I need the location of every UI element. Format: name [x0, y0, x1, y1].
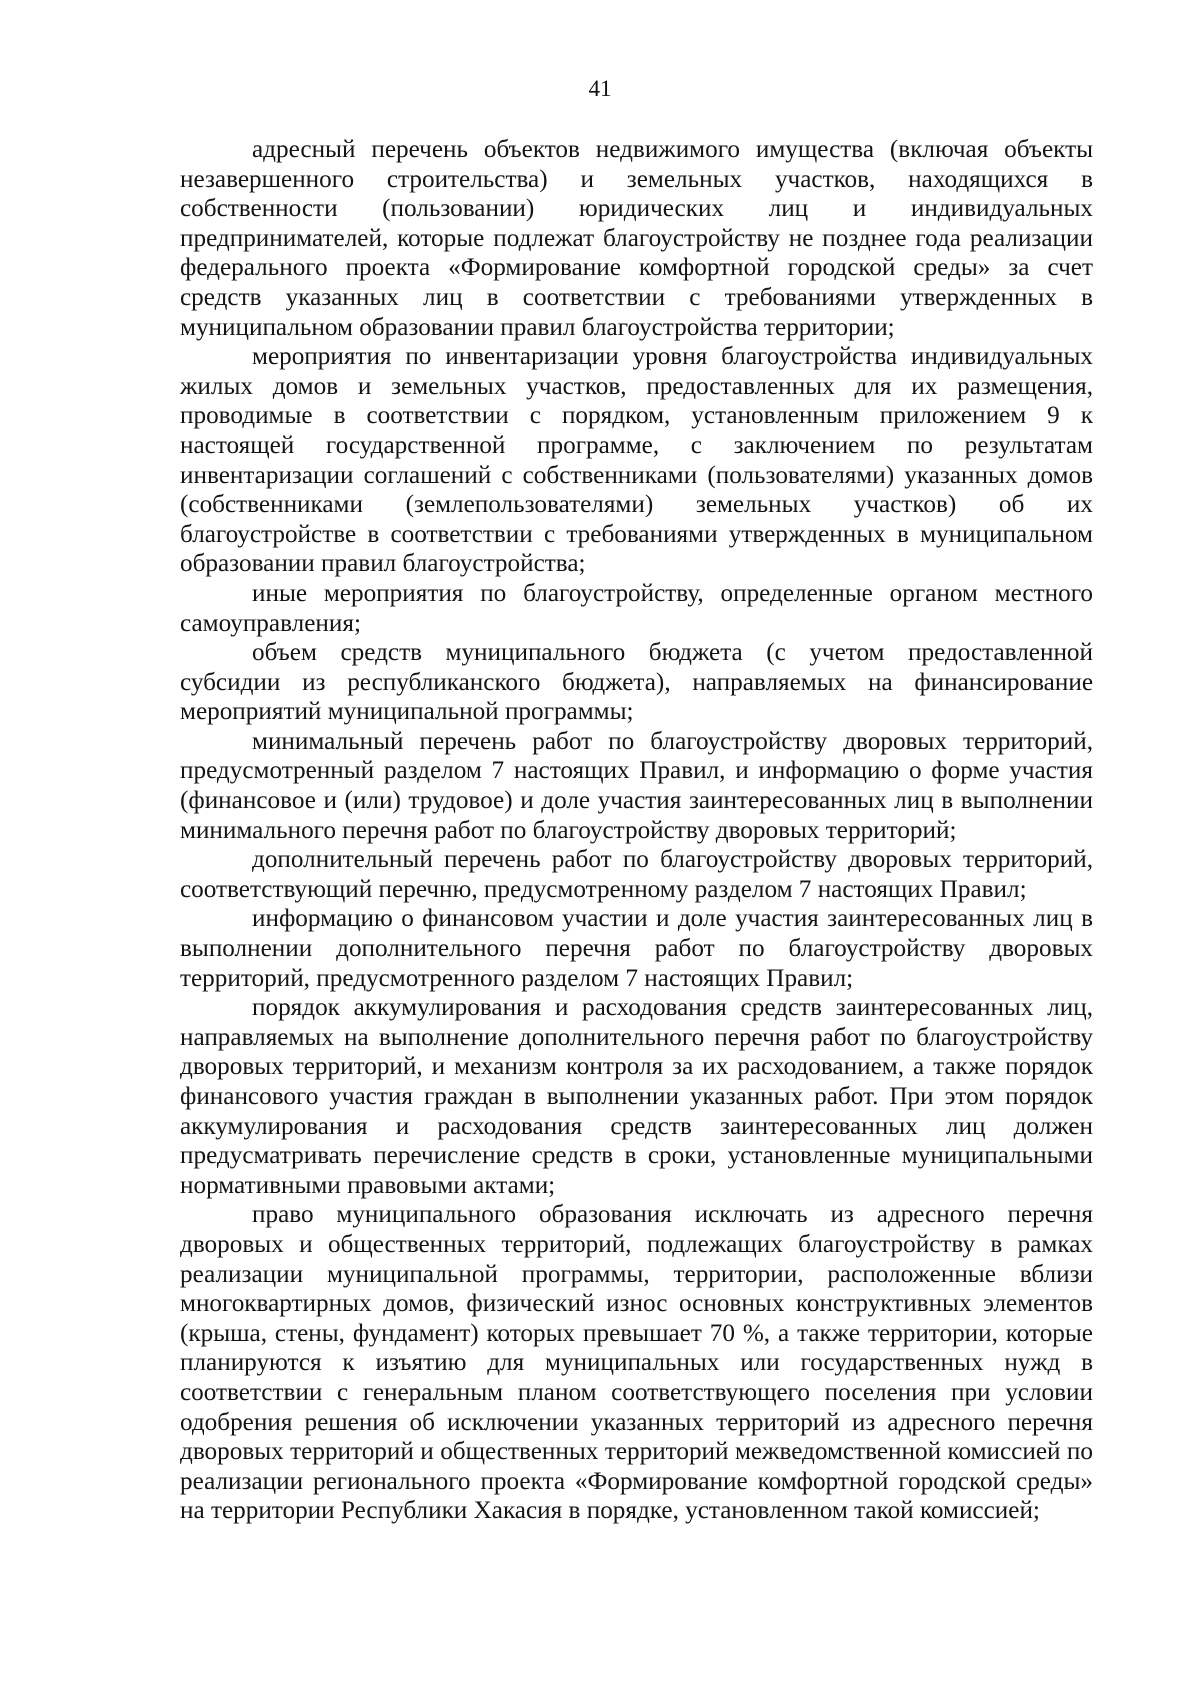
page-number: 41 [588, 76, 612, 101]
paragraph-other-measures: иные мероприятия по благоустройству, определенные органом местного самоуправления; [180, 579, 1093, 637]
paragraph-accumulation-order: порядок аккумулирования и расходования средств заинтересованных лиц, направляемых на выполнение дополнительного перечня работ по благоустройству дворовых территорий, и механизм контроля за их расходованием, а также порядок финансового участия граждан в выполнении указанных работ. При этом порядок аккумулирования и расходования средств заинтересованных лиц должен предусматривать перечисление средств в сроки, установленные муниципальными нормативными правовыми актами; [180, 994, 1093, 1199]
body-text [180, 135, 1093, 1526]
paragraph-financial-participation: информацию о финансовом участии и доле участия заинтересованных лиц в выполнении дополнительного перечня работ по благоустройству дворовых территорий, предусмотренного разделом 7 настоящих Правил; [180, 905, 1093, 992]
paragraph-budget-volume: объем средств муниципального бюджета (с учетом предоставленной субсидии из республиканского бюджета), направляемых на финансирование мероприятий муниципальной программы; [180, 639, 1093, 726]
paragraph-additional-works: дополнительный перечень работ по благоустройству дворовых территорий, соответствующий перечню, предусмотренному разделом 7 настоящих Правил; [180, 846, 1093, 903]
paragraph-address-list: адресный перечень объектов недвижимого имущества (включая объекты незавершенного строительства) и земельных участков, находящихся в собственности (пользовании) юридических лиц и индивидуальных предпринимателей, которые подлежат благоустройству не позднее года реализации федерального проекта «Формирование комфортной городской среды» за счет средств указанных лиц в соответствии с требованиями утвержденных в муниципальном образовании правил благоустройства территории; [180, 136, 1093, 341]
paragraph-exclusion-right: право муниципального образования исключать из адресного перечня дворовых и общественных территорий, подлежащих благоустройству в рамках реализации муниципальной программы, территории, расположенные вблизи многоквартирных домов, физический износ основных конструктивных элементов (крыша, стены, фундамент) которых превышает 70 %, а также территории, которые планируются к изъятию для муниципальных или государственных нужд в соответствии с генеральным планом соответствующего поселения при условии одобрения решения об исключении указанных территорий из адресного перечня дворовых территорий и общественных территорий межведомственной комиссией по реализации регионального проекта «Формирование комфортной городской среды» на территории Республики Хакасия в порядке, установленном такой комиссией; [180, 1201, 1093, 1525]
paragraph-inventory-measures: мероприятия по инвентаризации уровня благоустройства индивидуальных жилых домов и земельных участков, предоставленных для их размещения, проводимые в соответствии с порядком, установленным приложением 9 к настоящей государственной программе, с заключением по результатам инвентаризации соглашений с собственниками (пользователями) указанных домов (собственниками (землепользователями) земельных участков) об их благоустройстве в соответствии с требованиями утвержденных в муниципальном образовании правил благоустройства; [180, 343, 1093, 578]
paragraph-minimal-works: минимальный перечень работ по благоустройству дворовых территорий, предусмотренный разделом 7 настоящих Правил, и информацию о форме участия (финансовое и (или) трудовое) и доле участия заинтересованных лиц в выполнении минимального перечня работ по благоустройству дворовых территорий; [180, 727, 1093, 844]
